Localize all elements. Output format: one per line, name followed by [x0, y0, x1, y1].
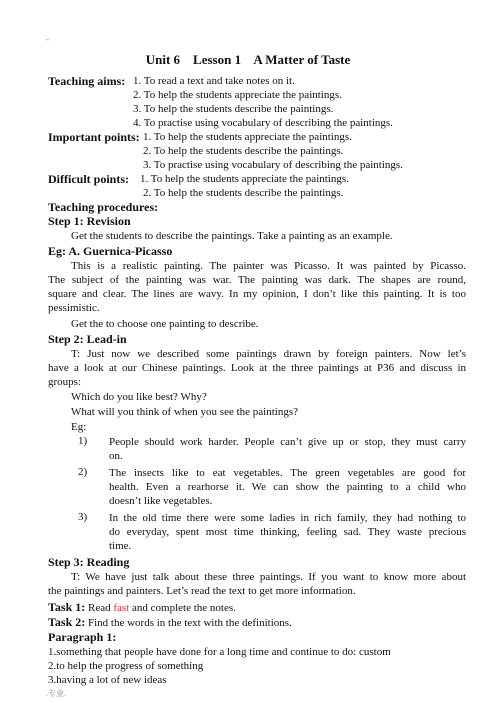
- teaching-aim-item: 4. To practise using vocabulary of describing the paintings.: [133, 117, 393, 129]
- step2-question: What will you think of when you see the paintings?: [71, 406, 298, 418]
- paragraph1-heading: Paragraph 1:: [48, 630, 117, 644]
- step1-paragraph-line: square and clear. The lines are wavy. In my opinion, I don’t like this painting. It is too: [48, 288, 466, 300]
- task1-highlight: fast: [113, 602, 130, 614]
- header-mark: -: [46, 34, 49, 44]
- list-item-number: 1): [78, 435, 88, 447]
- step2-paragraph-line: T: Just now we described some paintings drawn by foreign painters. Now let’s: [71, 348, 466, 360]
- list-item-line: time.: [109, 540, 132, 552]
- teaching-aim-item: 3. To help the students describe the paintings.: [133, 103, 334, 115]
- teaching-aim-item: 2. To help the students appreciate the paintings.: [133, 89, 342, 101]
- step1-heading: Step 1: Revision: [48, 214, 131, 228]
- teaching-aims-row: [48, 74, 466, 89]
- list-item-line: health. Even a rearhorse it. We can show the painting to a child who: [109, 481, 466, 493]
- footer-mark: .专业.: [46, 689, 66, 698]
- difficult-points-row: [48, 172, 466, 187]
- task2-text: Find the words in the text with the definitions.: [85, 617, 292, 629]
- task2-row: [48, 615, 466, 630]
- page-title: Unit 6 Lesson 1 A Matter of Taste: [145, 52, 351, 67]
- important-points-row: [48, 130, 466, 145]
- step1-closing: Get the to choose one painting to describe.: [71, 318, 259, 330]
- task2-label: Task 2:: [48, 615, 86, 629]
- step2-heading: Step 2: Lead-in: [48, 332, 127, 346]
- definition-item: 3.having a lot of new ideas: [48, 674, 167, 686]
- step3-heading: Step 3: Reading: [48, 555, 130, 569]
- list-item-line: People should work harder. People can’t give up or stop, they must carry: [109, 436, 466, 448]
- procedures-heading: Teaching procedures:: [48, 200, 159, 214]
- step3-paragraph-line: the paintings and painters. Let’s read the text to get more information.: [48, 585, 356, 597]
- step2-paragraph-line: have a look at our Chinese paintings. Look at the three paintings at P36 and discuss in: [48, 362, 466, 374]
- list-item-line: In the old time there were some ladies in rich family, they had nothing to: [109, 512, 466, 524]
- task1-text-pre: Read: [85, 602, 114, 614]
- step2-example-label: Eg:: [71, 421, 87, 433]
- task1-text-post: and complete the notes.: [129, 602, 236, 614]
- teaching-aim-item: 1. To read a text and take notes on it.: [133, 75, 295, 87]
- step1-example-heading: Eg: A. Guernica-Picasso: [48, 244, 173, 258]
- definition-item: 2.to help the progress of something: [48, 660, 204, 672]
- step3-paragraph-line: T: We have just talk about these three paintings. If you want to know more about: [71, 571, 466, 583]
- list-item-number: 3): [78, 511, 88, 523]
- difficult-point-item: 2. To help the students describe the paintings.: [143, 187, 344, 199]
- difficult-points-label: Difficult points:: [48, 172, 129, 186]
- important-point-item: 2. To help the students describe the paintings.: [143, 145, 344, 157]
- definition-item: 1.something that people have done for a long time and continue to do: custom: [48, 646, 391, 658]
- task1-label: Task 1:: [48, 600, 86, 614]
- difficult-point-item: 1. To help the students appreciate the paintings.: [140, 173, 349, 185]
- task1-row: [48, 600, 466, 615]
- list-item-line: doesn’t like vegetables.: [109, 495, 213, 507]
- list-item-line: on.: [109, 450, 123, 462]
- list-item-line: The insects like to eat vegetables. The green vegetables are good for: [109, 467, 466, 479]
- teaching-aims-label: Teaching aims:: [48, 74, 126, 88]
- step1-paragraph-line: pessimistic.: [48, 302, 100, 314]
- step2-question: Which do you like best? Why?: [71, 391, 207, 403]
- list-item-line: do everyday, spent most time thinking, feeling sad. They waste precious: [109, 526, 466, 538]
- step1-paragraph-line: This is a realistic painting. The painter was Picasso. It was painted by Picasso.: [71, 260, 466, 272]
- important-points-label: Important points:: [48, 130, 140, 144]
- step2-paragraph-line: groups:: [48, 376, 81, 388]
- important-point-item: 1. To help the students appreciate the paintings.: [143, 131, 352, 143]
- list-item-number: 2): [78, 466, 88, 478]
- important-point-item: 3. To practise using vocabulary of describing the paintings.: [143, 159, 403, 171]
- step1-paragraph-line: The subject of the painting was war. The painting was dark. The shapes are round,: [48, 274, 466, 286]
- step1-intro: Get the students to describe the paintings. Take a painting as an example.: [71, 230, 393, 242]
